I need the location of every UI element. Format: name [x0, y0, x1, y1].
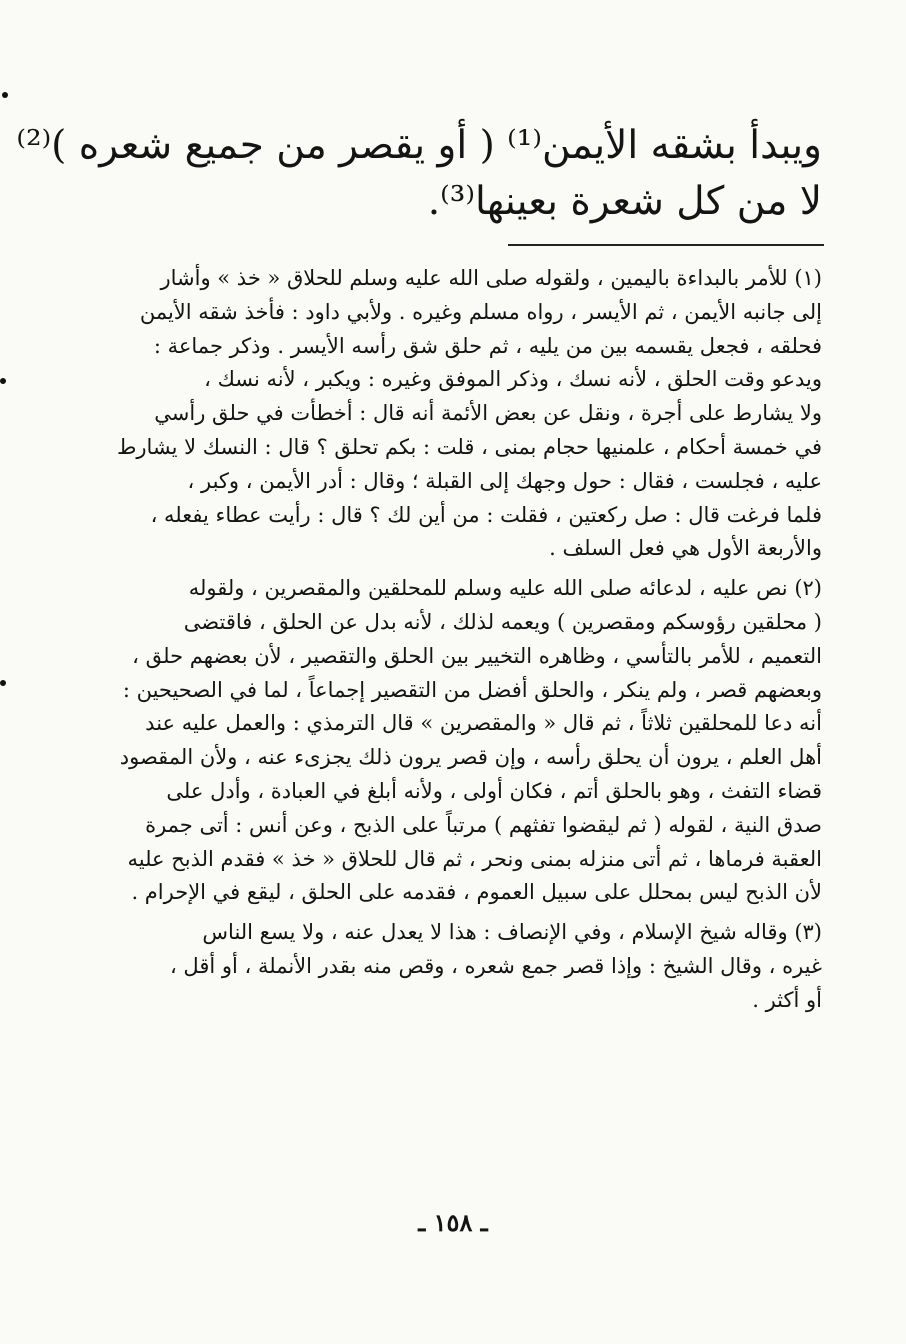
footnote-divider	[508, 244, 824, 246]
main-text-line: ويبدأ بشقه الأيمن⁽¹⁾ ( أو يقصر من جميع شعره )⁽²⁾	[16, 123, 822, 168]
footnote-line: التعميم ، للأمر بالتأسي ، وظاهره التخيير بين الحلق والتقصير ، لأن بعضهم حلق ،	[132, 643, 822, 668]
footnote-line: قضاء التفث ، وهو بالحلق أتم ، فكان أولى ، ولأنه أبلغ في العبادة ، وأدل على	[166, 778, 822, 803]
footnote-line: صدق النية ، لقوله ( ثم ليقضوا تفثهم ) مرتباً على الذبح ، وعن أنس : أتى جمرة	[145, 812, 822, 837]
main-text-line: لا من كل شعرة بعينها⁽³⁾.	[427, 179, 822, 224]
footnote-line: ( محلقين رؤوسكم ومقصرين ) ويعمه لذلك ، لأنه بدل عن الحلق ، فاقتضى	[183, 609, 822, 634]
footnote-line: لأن الذبح ليس بمحلل على سبيل العموم ، فقدمه على الحلق ، ليقع في الإحرام .	[131, 880, 822, 905]
footnotes	[86, 262, 822, 1024]
footnote-line: في خمسة أحكام ، علمنيها حجام بمنى ، قلت : بكم تحلق ؟ قال : النسك لا يشارط	[116, 434, 822, 459]
footnote-line: عليه ، فجلست ، فقال : حول وجهك إلى القبلة ؛ وقال : أدر الأيمن ، وكبر ،	[187, 468, 822, 493]
footnote-line: إلى جانبه الأيمن ، ثم الأيسر ، رواه مسلم وغيره . ولأبي داود : فأخذ شقه الأيمن	[139, 299, 822, 324]
main-text	[16, 118, 822, 230]
footnote-line: ويدعو وقت الحلق ، لأنه نسك ، وذكر الموفق وغيره : ويكبر ، لأنه نسك ،	[204, 367, 822, 392]
footnote-line: والأربعة الأول هي فعل السلف .	[549, 536, 822, 561]
footnote-line: فحلقه ، فجعل يقسمه بين من يليه ، ثم حلق شق رأسه الأيسر . وذكر جماعة :	[153, 333, 822, 358]
footnote-line: وبعضهم قصر ، ولم ينكر ، والحلق أفضل من التقصير إجماعاً ، لما في الصحيحين :	[122, 677, 822, 702]
footnote-line: غيره ، وقال الشيخ : وإذا قصر جمع شعره ، وقص منه بقدر الأنملة ، أو أقل ،	[169, 953, 822, 978]
footnote-line: (١) للأمر بالبداءة باليمين ، ولقوله صلى الله عليه وسلم للحلاق « خذ » وأشار	[160, 266, 822, 290]
page-number: ـ ١٥٨ ـ	[418, 1208, 488, 1237]
footnote-line: أو أكثر .	[752, 987, 822, 1012]
footnote-line: العقبة فرماها ، ثم أتى منزله بمنى ونحر ، ثم قال للحلاق « خذ » فقدم الذبح عليه	[127, 846, 822, 871]
scan-margin-mark	[0, 378, 6, 384]
scan-margin-mark	[0, 680, 6, 686]
footnote-line: فلما فرغت قال : صل ركعتين ، فقلت : من أين لك ؟ قال : رأيت عطاء يفعله ،	[150, 502, 822, 527]
footnote-3	[86, 916, 822, 1017]
footnote-2	[86, 572, 822, 910]
footnote-1	[86, 262, 822, 566]
footnote-line: ولا يشارط على أجرة ، ونقل عن بعض الأئمة أنه قال : أخطأت في حلق رأسي	[154, 401, 822, 426]
footnote-line: أهل العلم ، يرون أن يحلق رأسه ، وإن قصر يرون ذلك يجزىء عنه ، ولأن المقصود	[119, 745, 822, 770]
footnote-line: (٢) نص عليه ، لدعائه صلى الله عليه وسلم للمحلقين والمقصرين ، ولقوله	[188, 576, 822, 601]
footnote-line: أنه دعا للمحلقين ثلاثاً ، ثم قال « والمقصرين » قال الترمذي : والعمل عليه عند	[145, 711, 822, 736]
footnote-line: (٣) وقاله شيخ الإسلام ، وفي الإنصاف : هذا لا يعدل عنه ، ولا يسع الناس	[202, 920, 822, 945]
scan-margin-mark	[2, 92, 8, 98]
